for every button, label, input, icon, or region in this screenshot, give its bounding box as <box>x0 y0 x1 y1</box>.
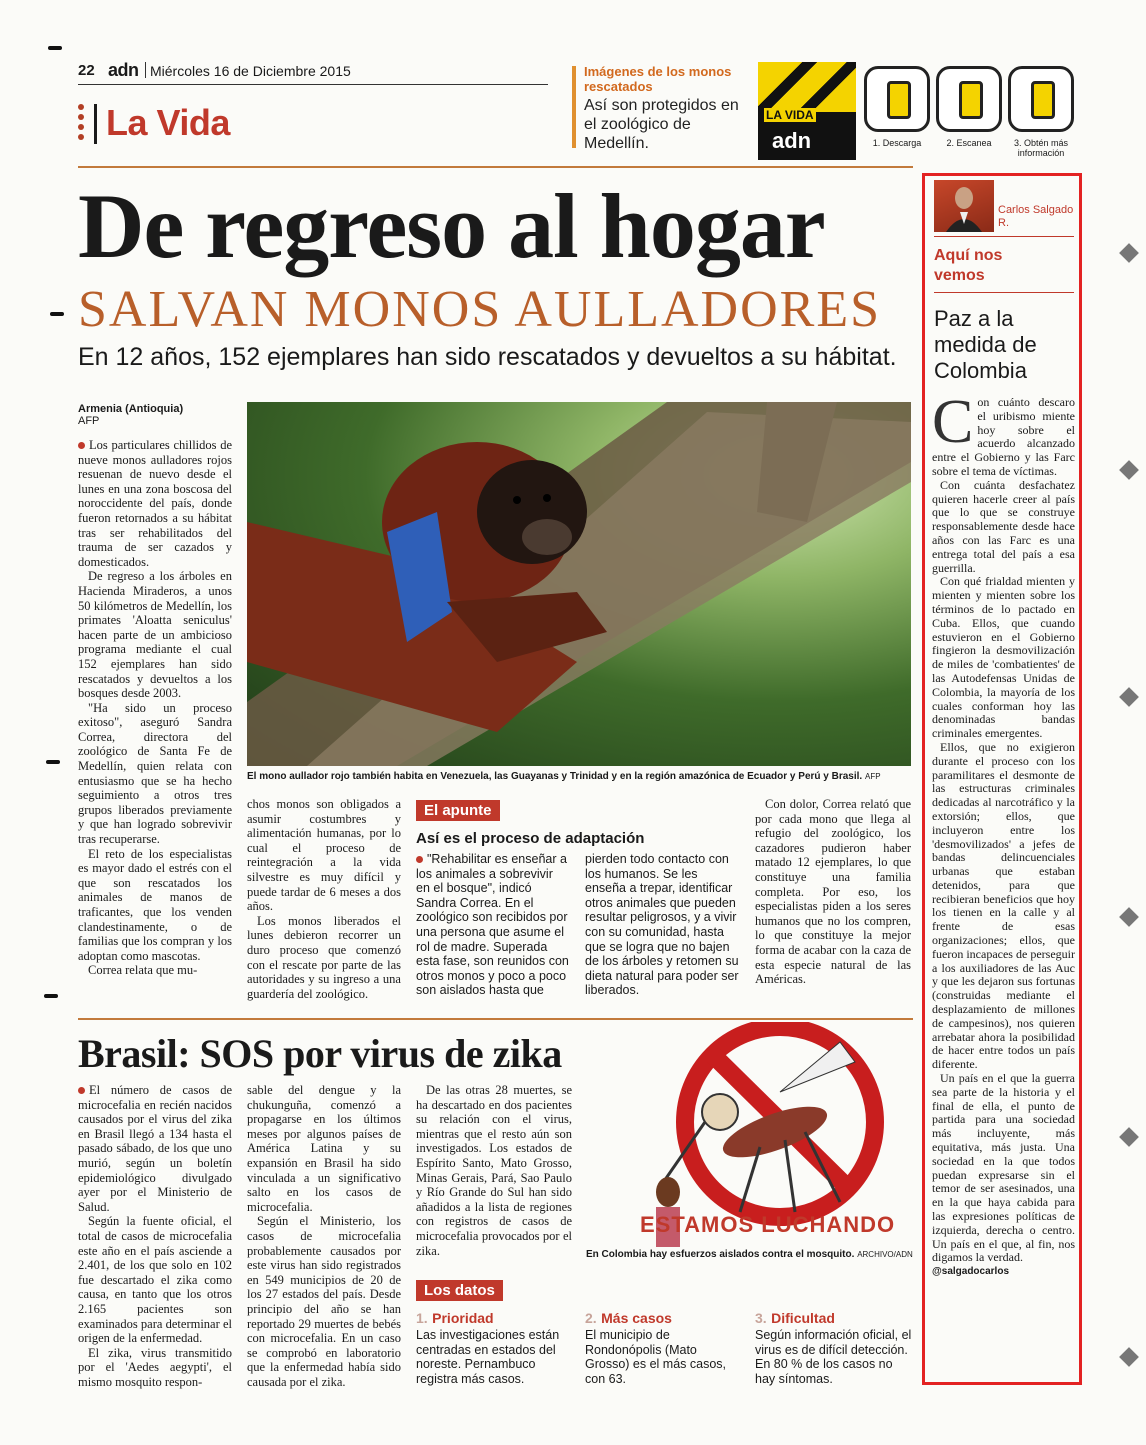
column-paragraph: Un país en el que la guerra sea parte de la historia y el final de ella, el punto de partida para una sociedad más incluyente, más equitativa, más justa. Una sociedad en la que todos puedan expresarse sin el temor de ser asesinados, una en la que haya cabida para las expresiones políticas de izquierda, derecha o centro. Un país en el que, al fin, nos digamos la verdad. <box>932 1071 1075 1265</box>
dateline-location: Armenia (Antioquia) <box>78 403 184 415</box>
column-paragraph: Ellos, que no exigieron durante el proceso con los paramilitares el desmonte de las estructuras criminales dedicadas al narcotráfico y la extorsión; ellos, que incluyeron entre los 'desmovilizados' a jefes de bandas delincuenciales urbanas que estaban detenidos, para que recibieran beneficios que hoy los tienen en la calle y al frente de esas organizaciones; ellos, que fueron incapaces de perseguir a los auxiliadores de las Auc y que les dejaron sus fortunas (construidas mediante el desplazamiento de millones de campesinos), nos quieren arrebatar ahora la posibilidad de hacer entre todos un país diferente. <box>932 739 1075 1072</box>
step-download-label: 1. Descarga <box>872 138 922 148</box>
zika-paragraph: sable del dengue y la chukunguña, comenzó a propagarse en los últimos meses por algunos países de América Latina y su expansión en Brasil ha sido vinculada a un significativo salto en los casos de microcefalia. <box>247 1083 401 1214</box>
registration-mark-icon <box>1119 1347 1139 1367</box>
drop-cap: C <box>932 388 974 456</box>
promo-text: Así son protegidos en el zoológico de Medellín. <box>584 97 739 152</box>
mosquito-illustration <box>600 1022 910 1262</box>
datos-text: Según información oficial, el virus es de difícil detección. En 80 % de los casos no hay síntomas. <box>755 1328 912 1386</box>
datos-title: Dificultad <box>771 1310 835 1326</box>
phone-download-icon <box>887 81 911 119</box>
header-rule <box>78 84 548 85</box>
column-paragraph: Con qué frialdad mienten y mienten y mienten sobre los términos de lo pactado en Cuba. Ellos, que cuando estuvieron en el Gobierno fingieron la desmovilización de miles de 'combatientes' de las Autodefensas Unidas de Colombia, la mayoría de los cuales conforman hoy las denominadas bandas criminales emergentes. <box>932 574 1075 741</box>
lead-paragraph: Los particulares chillidos de nueve monos aulladores rojos resuenan de nuevo desde el lunes en una zona boscosa del noroccidente del país, donde fueron retornados a su hábitat tras ser rehabilitados del trauma de ser cazados y domesticados. <box>78 438 232 569</box>
column-handle: @salgadocarlos <box>932 1266 1010 1278</box>
phone-info-icon <box>1031 81 1055 119</box>
column-paragraph: on cuánto descaro el uribismo miente hoy sobre el acuerdo alcanzado entre el Gobierno y las Farc sobre el tema de víctimas. <box>932 395 1075 478</box>
bullet-icon <box>416 856 423 863</box>
lead-paragraph: chos monos son obligados a asumir costumbres y alimentación humanas, por lo cual el proceso de reintegración a la vida silvestre es muy difícil y puede tardar de 6 meses a dos años. <box>247 797 401 914</box>
top-rule <box>78 166 913 168</box>
apunte-column-1 <box>416 852 570 998</box>
columnist-name: Carlos Salgado R. <box>998 204 1074 229</box>
section-title: La Vida <box>106 102 230 143</box>
photo-credit: AFP <box>864 772 881 781</box>
lead-paragraph: Los monos liberados el lunes debieron recorrer un duro proceso que comenzó con el rescate por parte de las autoridades y su ingreso a una guardería del zoológico. <box>247 913 401 1001</box>
zika-paragraph: De las otras 28 muertes, se ha descartado en dos pacientes su relación con el virus, mientras que el resto aún son investigados. Los estados de Espírito Santo, Mato Grosso, Minas Gerais, Pará, Sao Paulo y Río Grande do Sul han sido añadidos a la lista de regiones con registros de casos de microcefalia provocados por el zika. <box>416 1083 572 1258</box>
lead-paragraph: "Ha sido un proceso exitoso", aseguró Sandra Correa, directora del zoológico de Santa Fe de Medellín, quien relata con entusiasmo que se ha hecho seguimiento a otros tres grupos liberados previamente y que han logrado sobrevivir tras recuperarse. <box>78 700 232 847</box>
registration-mark-icon <box>1119 687 1139 707</box>
column-rule <box>934 292 1074 293</box>
datos-item <box>755 1310 913 1386</box>
photo-caption-text: El mono aullador rojo también habita en Venezuela, las Guayanas y Trinidad y en la región amazónica de Ecuador y Perú y Brasil. <box>247 771 863 782</box>
header-divider <box>145 62 146 78</box>
datos-tag: Los datos <box>416 1280 503 1301</box>
registration-mark-icon <box>1119 907 1139 927</box>
registration-mark-icon <box>1119 460 1139 480</box>
datos-number: 2. <box>585 1310 597 1326</box>
margin-mark-icon <box>48 46 62 50</box>
apunte-text: pierden todo contacto con los humanos. Se les enseña a trepar, identificar otros animales que pueden resultar peligrosos, y a vivir con su comunidad, hasta que se logra que no bajen de los árboles y retomen su dieta natural para poder ser liberados. <box>585 852 739 998</box>
datos-text: El municipio de Rondonópolis (Mato Grosso) es el más casos, con 63. <box>585 1328 727 1386</box>
column-paragraph: Con cuánta desfachatez quieren hacerle creer al país que lo que se construye responsablemente desde hace años con las Farc es una entrega total del país a esa guerrilla. <box>932 477 1075 575</box>
zika-paragraph: Según el Ministerio, los casos de microcefalia probablemente causados por este virus han sido registrados en 549 municipios de 20 de los 27 estados del país. Desde principio del año se han reportado 29 muertes de bebés con microcefalia. En un caso se comprobó en laboratorio que la enfermedad había sido causada por el zika. <box>247 1214 401 1389</box>
column-title: Paz a la medida de Colombia <box>934 306 1037 383</box>
zika-caption-text: En Colombia hay esfuerzos aislados contra el mosquito. <box>586 1249 855 1260</box>
page-number: 22 <box>78 62 95 79</box>
datos-item <box>416 1310 574 1386</box>
zika-caption <box>586 1249 916 1260</box>
lead-subhead: SALVAN MONOS AULLADORES <box>78 281 882 338</box>
zika-headline: Brasil: SOS por virus de zika <box>78 1031 562 1076</box>
monkey-photo <box>247 402 911 766</box>
margin-mark-icon <box>46 760 60 764</box>
phone-scan-icon <box>959 81 983 119</box>
lead-paragraph: Con dolor, Correa relató que por cada mono que llega al refugio del zoológico, los cazadores pudieron haber matado 12 ejemplares, lo que constituye una familia completa. Por eso, los especialistas piden a los seres humanos que no los compren, lo que constituye la mejor forma de acabar con la caza de esta especie natural de las Américas. <box>755 797 911 987</box>
datos-number: 1. <box>416 1310 428 1326</box>
photo-caption <box>247 771 917 782</box>
promo-accent-bar <box>572 66 576 148</box>
qr-label: LA VIDA <box>766 108 814 122</box>
dateline-agency: AFP <box>78 415 100 427</box>
lead-column-5 <box>755 797 911 987</box>
margin-mark-icon <box>44 994 58 998</box>
apunte-column-2 <box>585 852 739 998</box>
bullet-icon <box>78 442 85 449</box>
zika-paragraph: El número de casos de microcefalia en recién nacidos causados por el virus del zika en Brasil llegó a 134 hasta el pasado sábado, de los que uno murió, según un boletín epidemiológico divulgado ayer por el Ministerio de Salud. <box>78 1083 232 1214</box>
lead-column-2 <box>247 797 401 1001</box>
zika-paragraph: Según la fuente oficial, el total de casos de microcefalia este año en el país asciende a 2.401, de los que solo en 102 fue descartado el zika como causa, en tanto que los otros 2.165 pacientes son examinados para determinar el origen de la enfermedad. <box>78 1214 232 1346</box>
section-divider <box>94 104 97 144</box>
promo-kicker: Imágenes de los monos rescatados <box>584 64 732 94</box>
columnist-avatar <box>934 180 994 232</box>
bullet-icon <box>78 1087 85 1094</box>
zika-caption-credit: ARCHIVO/ADN <box>857 1250 913 1259</box>
datos-number: 3. <box>755 1310 767 1326</box>
column-body <box>932 388 1075 1279</box>
apunte-text: "Rehabilitar es enseñar a los animales a sobrevivir en el bosque", indicó Sandra Correa. En el zoológico son recibidos por una persona que asume el rol de madre. Superada esta fase, son reunidos con otros monos y poco a poco son aislados hasta que <box>416 852 569 998</box>
step-info-label: 3. Obtén más información <box>1013 138 1069 158</box>
zika-column-1 <box>78 1083 232 1389</box>
publication-date: Miércoles 16 de Diciembre 2015 <box>150 63 351 79</box>
apunte-title: Así es el proceso de adaptación <box>416 830 645 847</box>
column-rule <box>934 236 1074 237</box>
datos-text: Las investigaciones están centradas en estados del noreste. Pernambuco registra más casos. <box>416 1328 560 1386</box>
column-kicker: Aquí nos vemos <box>934 247 1003 284</box>
step-scan-label: 2. Escanea <box>946 138 992 148</box>
lead-headline: De regreso al hogar <box>78 175 825 277</box>
margin-mark-icon <box>50 312 64 316</box>
zika-paragraph: El zika, virus transmitido por el 'Aedes aegypti', el mismo mosquito respon- <box>78 1345 232 1389</box>
brand-logo: adn <box>108 60 139 80</box>
qr-pattern <box>758 62 856 112</box>
mosquito-campaign-text: ESTAMOS LUCHANDO <box>640 1212 896 1237</box>
datos-item <box>585 1310 743 1386</box>
step-download[interactable] <box>864 66 930 132</box>
lead-paragraph: Correa relata que mu- <box>88 963 198 978</box>
zika-column-3 <box>416 1083 572 1258</box>
registration-mark-icon <box>1119 243 1139 263</box>
step-scan[interactable] <box>936 66 1002 132</box>
lead-column-1 <box>78 438 232 978</box>
section-dots-icon <box>78 104 86 144</box>
story-divider <box>78 1018 913 1020</box>
qr-brand: adn <box>772 128 812 153</box>
lead-deck: En 12 años, 152 ejemplares han sido rescatados y devueltos a su hábitat. <box>78 343 897 371</box>
apunte-tag: El apunte <box>416 800 500 821</box>
qr-code[interactable] <box>758 62 856 160</box>
registration-mark-icon <box>1119 1127 1139 1147</box>
lead-paragraph: El reto de los especialistas es mayor dado el estrés con el que son rescatados los animales de manos de traficantes, que los venden clandestinamente, o de familias que los compran y los adoptan como mascotas. <box>78 846 232 963</box>
datos-title: Prioridad <box>432 1310 494 1326</box>
lead-paragraph: De regreso a los árboles en Hacienda Miraderos, a unos 50 kilómetros de Medellín, los primates 'Aloatta seniculus' hacen parte de un ambicioso programa mediante el cual 152 ejemplares han sido rescatados y devueltos a los bosques desde 2003. <box>78 569 232 701</box>
step-info[interactable] <box>1008 66 1074 132</box>
datos-title: Más casos <box>601 1310 672 1326</box>
zika-column-2 <box>247 1083 401 1389</box>
